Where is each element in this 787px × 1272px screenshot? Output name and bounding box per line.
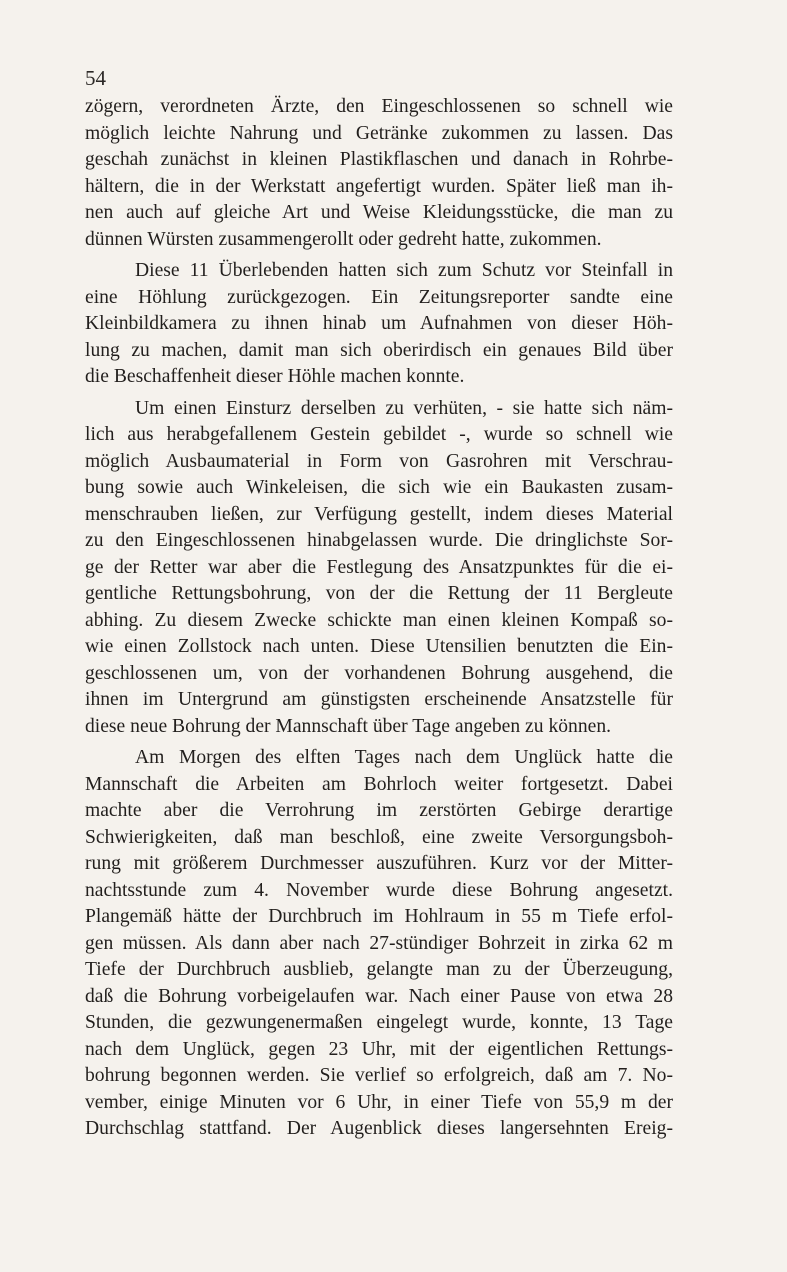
text-line: Um einen Einsturz derselben zu verhüten, - sie hatte sich näm- [135, 397, 673, 419]
text-line: zu den Eingeschlossenen hinabgelassen wurde. Die dringlichste Sor- [85, 530, 673, 551]
text-line: machte aber die Verrohrung im zerstörten Gebirge derartige [85, 800, 673, 821]
text-line: die Beschaffenheit dieser Höhle machen konnte. [85, 366, 465, 387]
text-line: Plangemäß hätte der Durchbruch im Hohlraum in 55 m Tiefe erfol- [85, 906, 673, 927]
text-line: eine Höhlung zurückgezogen. Ein Zeitungsreporter sandte eine [85, 286, 673, 308]
text-line: lich aus herabgefallenem Gestein gebildet -, wurde so schnell wie [85, 424, 673, 445]
text-line: abhing. Zu diesem Zwecke schickte man einen kleinen Kompaß so- [85, 609, 673, 631]
text-line: bung sowie auch Winkeleisen, die sich wie ein Baukasten zusam- [85, 477, 673, 498]
text-line: nen auch auf gleiche Art und Weise Kleidungsstücke, die man zu [85, 202, 673, 223]
text-line: möglich Ausbaumaterial in Form von Gasrohren mit Verschrau- [85, 450, 673, 472]
text-line: Diese 11 Überlebenden hatten sich zum Schutz vor Steinfall in [135, 260, 673, 281]
paragraph [85, 745, 673, 1143]
text-line: Schwierigkeiten, daß man beschloß, eine zweite Versorgungsboh- [85, 826, 673, 848]
text-line: Durchschlag stattfand. Der Augenblick dieses langersehnten Ereig- [85, 1118, 673, 1139]
text-line: diese neue Bohrung der Mannschaft über Tage angeben zu können. [85, 715, 612, 737]
paragraph [85, 258, 673, 391]
text-line: gentliche Rettungsbohrung, von der die Rettung der 11 Bergleute [85, 583, 673, 604]
text-line: gen müssen. Als dann aber nach 27-stündiger Bohrzeit in zirka 62 m [85, 932, 673, 954]
text-line: lung zu machen, damit man sich oberirdisch ein genaues Bild über [85, 339, 673, 361]
text-line: möglich leichte Nahrung und Getränke zukommen zu lassen. Das [85, 122, 673, 144]
paragraph [85, 94, 673, 253]
text-line: bohrung begonnen werden. Sie verlief so erfolgreich, daß am 7. No- [85, 1065, 673, 1086]
text-line: Kleinbildkamera zu ihnen hinab um Aufnahmen von dieser Höh- [85, 313, 673, 334]
text-line: geschlossenen um, von der vorhandenen Bohrung ausgehend, die [85, 662, 673, 684]
text-line: ge der Retter war aber die Festlegung des Ansatzpunktes für die ei- [85, 556, 673, 578]
text-line: Stunden, die gezwungenermaßen eingelegt wurde, konnte, 13 Tage [85, 1012, 673, 1033]
text-line: ihnen im Untergrund am günstigsten erscheinende Ansatzstelle für [85, 689, 673, 710]
text-line: menschrauben ließen, zur Verfügung gestellt, indem dieses Material [85, 503, 673, 525]
body-text [85, 94, 673, 1143]
text-line: nachtsstunde zum 4. November wurde diese Bohrung angesetzt. [85, 879, 673, 901]
text-line: geschah zunächst in kleinen Plastikflaschen und danach in Rohrbe- [85, 149, 673, 170]
text-line: Tiefe der Durchbruch ausblieb, gelangte man zu der Überzeugung, [85, 959, 673, 980]
text-line: Mannschaft die Arbeiten am Bohrloch weiter fortgesetzt. Dabei [85, 773, 673, 795]
text-line: rung mit größerem Durchmesser auszuführen. Kurz vor der Mitter- [85, 853, 673, 874]
text-line: wie einen Zollstock nach unten. Diese Utensilien benutzten die Ein- [85, 636, 673, 657]
text-line: nach dem Unglück, gegen 23 Uhr, mit der eigentlichen Rettungs- [85, 1038, 673, 1060]
text-line: zögern, verordneten Ärzte, den Eingeschlossenen so schnell wie [85, 96, 673, 117]
text-line: Am Morgen des elften Tages nach dem Unglück hatte die [135, 747, 673, 768]
text-line: dünnen Würsten zusammengerollt oder gedreht hatte, zukommen. [85, 228, 602, 250]
text-line: hältern, die in der Werkstatt angefertigt wurden. Später ließ man ih- [85, 175, 673, 197]
text-line: daß die Bohrung vorbeigelaufen war. Nach einer Pause von etwa 28 [85, 985, 673, 1007]
paragraph [85, 396, 673, 741]
page-number: 54 [85, 66, 106, 90]
text-line: vember, einige Minuten vor 6 Uhr, in einer Tiefe von 55,9 m der [85, 1091, 673, 1113]
